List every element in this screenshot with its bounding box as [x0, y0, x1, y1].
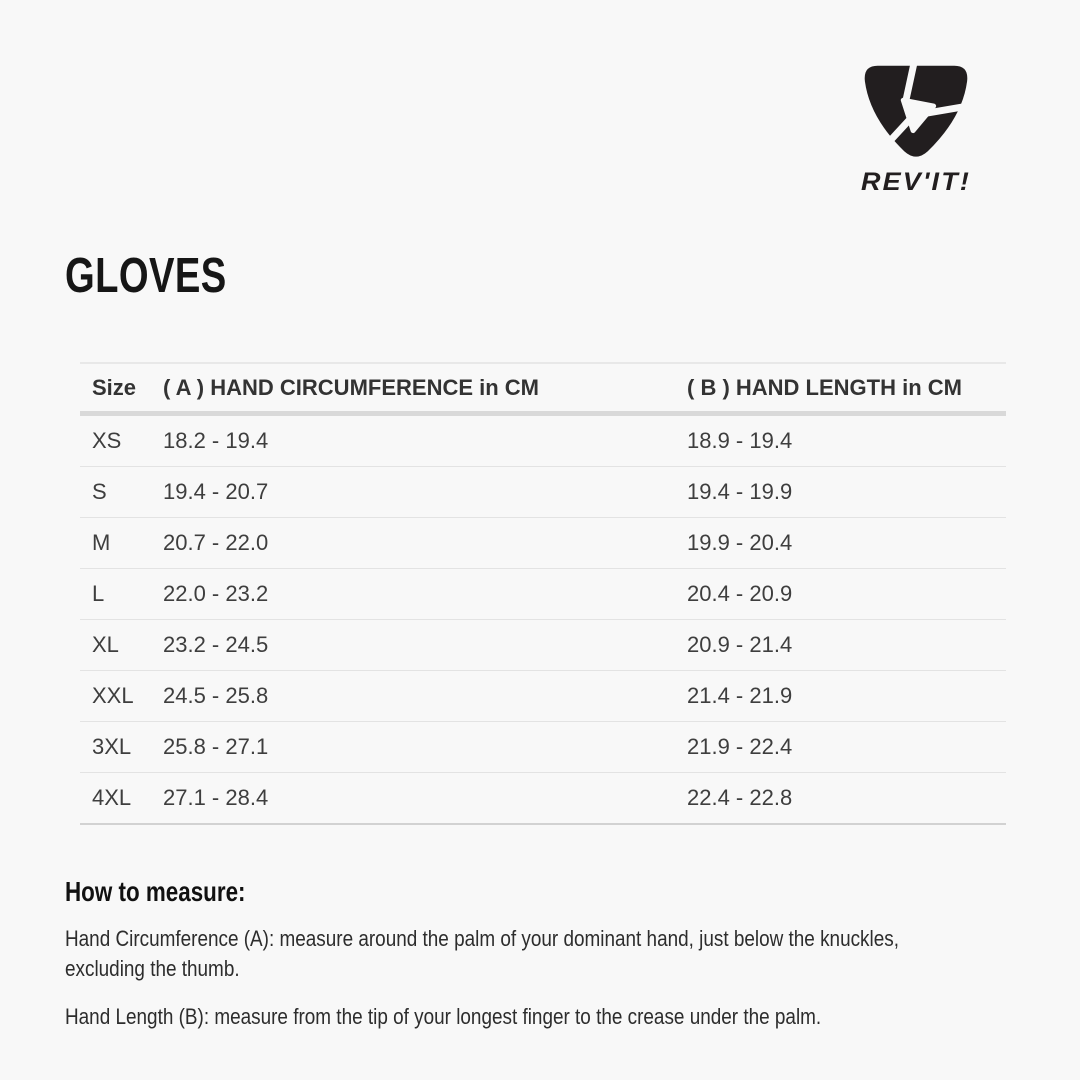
table-row	[80, 620, 1006, 671]
size-table-header	[80, 364, 1006, 416]
how-to-measure-heading: How to measure:	[65, 876, 246, 907]
hand-length-value: 21.4 - 21.9	[687, 683, 793, 708]
table-row	[80, 722, 1006, 773]
how-to-measure-section	[65, 876, 1045, 1032]
size-label: XS	[92, 428, 122, 453]
column-header-hand-length: ( B ) HAND LENGTH in CM	[687, 374, 962, 400]
table-row	[80, 569, 1006, 620]
hand-circumference-value: 22.0 - 23.2	[163, 581, 269, 606]
size-label: M	[92, 530, 111, 555]
revit-shield-icon	[857, 55, 975, 165]
hand-length-value: 20.4 - 20.9	[687, 581, 793, 606]
page-title: GLOVES	[65, 249, 227, 303]
table-row	[80, 467, 1006, 518]
hand-length-value: 20.9 - 21.4	[687, 632, 793, 657]
hand-circumference-instructions-line2: excluding the thumb.	[65, 956, 240, 981]
table-row	[80, 416, 1006, 467]
hand-circumference-value: 18.2 - 19.4	[163, 428, 269, 453]
hand-length-instructions: Hand Length (B): measure from the tip of your longest finger to the crease under the palm.	[65, 1004, 822, 1029]
hand-circumference-value: 23.2 - 24.5	[163, 632, 269, 657]
size-label: XL	[92, 632, 119, 657]
hand-length-value: 21.9 - 22.4	[687, 734, 793, 759]
brand-logo	[840, 55, 992, 197]
hand-circumference-value: 25.8 - 27.1	[163, 734, 269, 759]
hand-length-value: 18.9 - 19.4	[687, 428, 793, 453]
size-label: XXL	[92, 683, 134, 708]
hand-circumference-value: 24.5 - 25.8	[163, 683, 269, 708]
hand-circumference-value: 27.1 - 28.4	[163, 785, 269, 810]
hand-length-value: 19.4 - 19.9	[687, 479, 793, 504]
hand-circumference-instructions-line1: Hand Circumference (A): measure around the palm of your dominant hand, just below the knuckles,	[65, 926, 899, 951]
brand-wordmark: REV'IT!	[860, 168, 972, 196]
size-label: 4XL	[92, 785, 132, 810]
size-label: S	[92, 479, 107, 504]
size-label: L	[92, 581, 105, 606]
table-row	[80, 518, 1006, 569]
size-label: 3XL	[92, 734, 132, 759]
column-header-size: Size	[92, 374, 137, 400]
column-header-hand-circumference: ( A ) HAND CIRCUMFERENCE in CM	[163, 374, 540, 400]
table-row	[80, 671, 1006, 722]
size-table	[80, 362, 1006, 825]
hand-circumference-value: 20.7 - 22.0	[163, 530, 269, 555]
hand-circumference-value: 19.4 - 20.7	[163, 479, 269, 504]
hand-length-value: 19.9 - 20.4	[687, 530, 793, 555]
table-row	[80, 773, 1006, 825]
hand-length-value: 22.4 - 22.8	[687, 785, 793, 810]
